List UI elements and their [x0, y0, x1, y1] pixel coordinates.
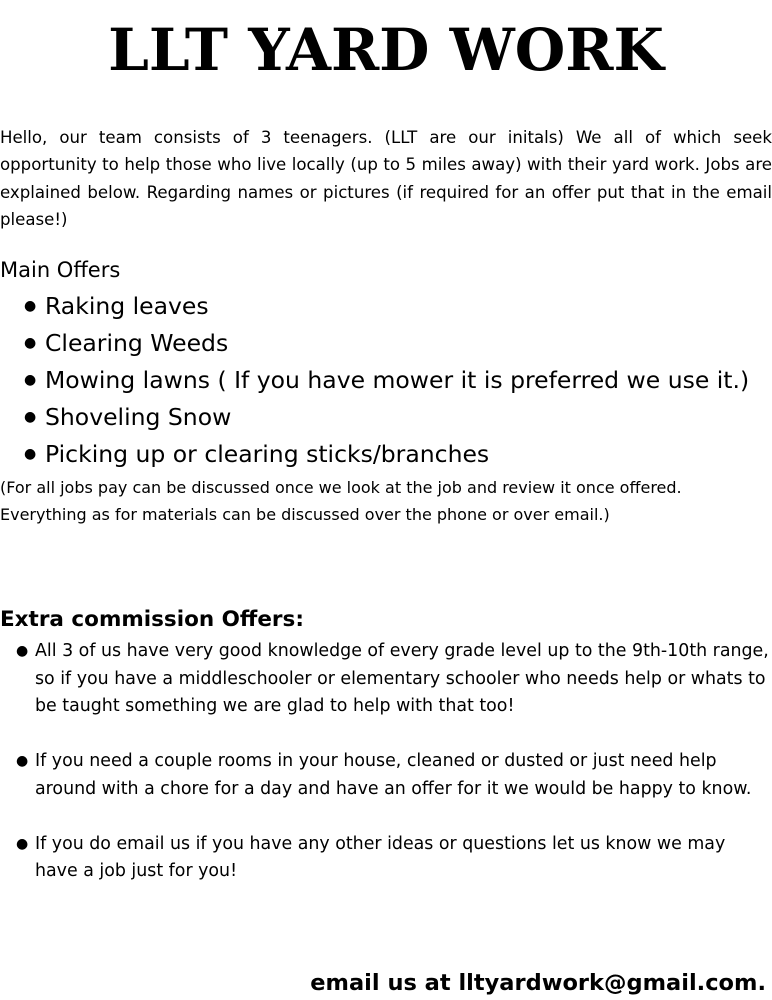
list-item-label: Mowing lawns ( If you have mower it is preferred we use it.) — [45, 366, 750, 394]
extra-offers-heading: Extra commission Offers: — [0, 607, 304, 632]
list-item — [0, 399, 749, 436]
bullet-icon: ● — [24, 446, 37, 462]
list-item — [0, 362, 749, 399]
list-item-label: If you do email us if you have any other ideas or questions let us know we may have a job just for you! — [35, 833, 726, 881]
bullet-icon: ● — [16, 753, 29, 769]
list-item-label: Shoveling Snow — [45, 403, 232, 431]
page-title: LLT YARD WORK — [108, 16, 664, 84]
list-item-label: Raking leaves — [45, 292, 209, 320]
bullet-icon: ● — [24, 298, 37, 314]
intro-paragraph: Hello, our team consists of 3 teenagers. (LLT are our initals) We all of which seek opportunity to help those who live locally (up to 5 miles away) with their yard work. Jobs are explained below. Regarding names or pictures (if required for an offer put that in the email please!) — [0, 128, 772, 230]
list-item-label: If you need a couple rooms in your house, cleaned or dusted or just need help around with a chore for a day and have an offer for it we would be happy to know. — [35, 751, 752, 799]
list-item — [0, 325, 749, 362]
pricing-note: (For all jobs pay can be discussed once we look at the job and review it once offered. Everything as for materials can be discussed over the phone or over email.) — [0, 478, 682, 524]
bullet-icon: ● — [24, 372, 37, 388]
list-item — [0, 748, 772, 803]
bullet-icon: ● — [16, 835, 29, 852]
main-offers-list — [0, 288, 749, 473]
bullet-icon: ● — [24, 335, 37, 351]
bullet-icon: ● — [24, 409, 37, 425]
list-item — [0, 288, 749, 325]
main-offers-heading: Main Offers — [0, 258, 121, 282]
contact-email: email us at lltyardwork@gmail.com. — [310, 970, 766, 996]
list-item — [0, 638, 772, 721]
list-item — [0, 831, 772, 886]
list-item — [0, 436, 749, 473]
list-item-label: Clearing Weeds — [45, 329, 229, 357]
list-item-label: All 3 of us have very good knowledge of every grade level up to the 9th-10th range, so if you have a middleschooler or elementary schooler who needs help or whats to be taught something we are glad to help with that too! — [35, 641, 769, 716]
bullet-icon: ● — [16, 643, 29, 659]
extra-offers-list — [0, 638, 772, 886]
list-item-label: Picking up or clearing sticks/branches — [45, 440, 490, 468]
